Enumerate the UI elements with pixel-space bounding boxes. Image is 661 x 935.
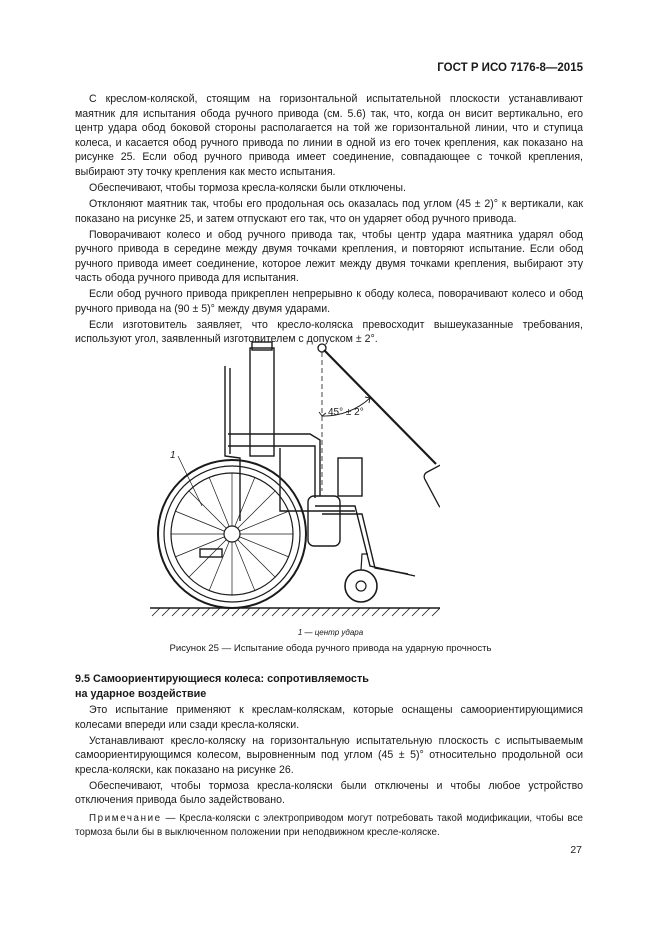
backrest-battery [250, 348, 274, 456]
wheelchair-drawing [140, 336, 440, 621]
document-header: ГОСТ Р ИСО 7176-8—2015 [437, 62, 583, 74]
section-heading [75, 672, 583, 701]
paragraph: Это испытание применяют к креслам-коляскам, которые оснащены самоориентирующимися колесами впереди или сзади кресла-коляски. [75, 704, 583, 731]
paragraph: Поворачивают колесо и обод ручного привода так, чтобы центр удара маятника ударял обод ручного привода в середине между двумя точками крепления, и повторяют испытание. Если обод ручного привода имеет соединение, которое лежит между двумя точками крепления, выбирают эту часть обода ручного привода для испытания. [75, 228, 583, 285]
pendulum-weight [422, 452, 440, 510]
body-text [75, 92, 583, 348]
paragraph: Обеспечивают, чтобы тормоза кресла-коляски были отключены. [89, 181, 406, 194]
paragraph: Если обод ручного привода прикреплен непрерывно к ободу колеса, поворачивают колесо и обод ручного привода на (90 ± 5)° между двумя ударами. [75, 288, 583, 315]
figure-legend: 1 — центр удара [297, 628, 364, 637]
caster-wheel [345, 554, 377, 602]
section-body [75, 703, 583, 849]
figure-caption: Рисунок 25 — Испытание обода ручного привода на ударную прочность [169, 643, 492, 654]
marker-label: 1 [170, 450, 176, 461]
note [75, 812, 583, 839]
angle-label: 45° ± 2° [328, 407, 364, 418]
rear-wheel [158, 460, 306, 608]
section-title-line1: 9.5 Самоориентирующиеся колеса: сопротивляемость [75, 673, 369, 685]
paragraph: Если изготовитель заявляет, что кресло-коляска превосходит вышеуказанные требования, используют угол, заявленный изготовителем с допуском ± 2°. [75, 318, 583, 346]
note-label: Примечание [89, 812, 162, 824]
note-text: — Кресла-коляски с электроприводом могут потребовать такой модификации, чтобы все тормоза были бы в выключенном положении при неподвижном кресле-коляске. [75, 812, 583, 838]
paragraph: Обеспечивают, чтобы тормоза кресла-коляски были отключены и чтобы любое устройство отключения привода было задействовано. [75, 779, 583, 807]
motor [308, 496, 340, 546]
chair-frame [200, 342, 415, 576]
paragraph: Отклоняют маятник так, чтобы его продольная ось оказалась под углом (45 ± 2)° к вертикали, как показано на рисунке 25, и затем отпускают его так, что он ударяет обод ручного привода. [75, 197, 583, 225]
wheel-spokes [171, 473, 293, 595]
paragraph: С креслом-коляской, стоящим на горизонтальной испытательной плоскости устанавливают маятник для испытания обода ручного привода (см. 5.6) так, что, когда он висит вертикально, его центр удара обод боковой стороны располагается на той же горизонтальной линии, что и ступица колеса, и касается обод ручного привода по линии в одной из его точек крепления, как показано на рисунке 25. Если обод ручного привода имеет соединение, совпадающее с точкой крепления, выбирают эту точку крепления как место испытания. [75, 93, 583, 178]
page-number: 27 [570, 844, 582, 856]
ground-hatch [152, 608, 440, 616]
paragraph: Устанавливают кресло-коляску на горизонтальную испытательную плоскость с испытываемым самоориентирующимся колесом, выровненным под углом (45 ± 5)° относительно продольной оси кресла-коляски, как показано на рисунке 26. [75, 734, 583, 776]
pendulum [318, 344, 440, 510]
section-title-line2: на ударное воздействие [75, 687, 207, 700]
wheelchair-figure [140, 336, 440, 621]
footplate [200, 549, 222, 557]
